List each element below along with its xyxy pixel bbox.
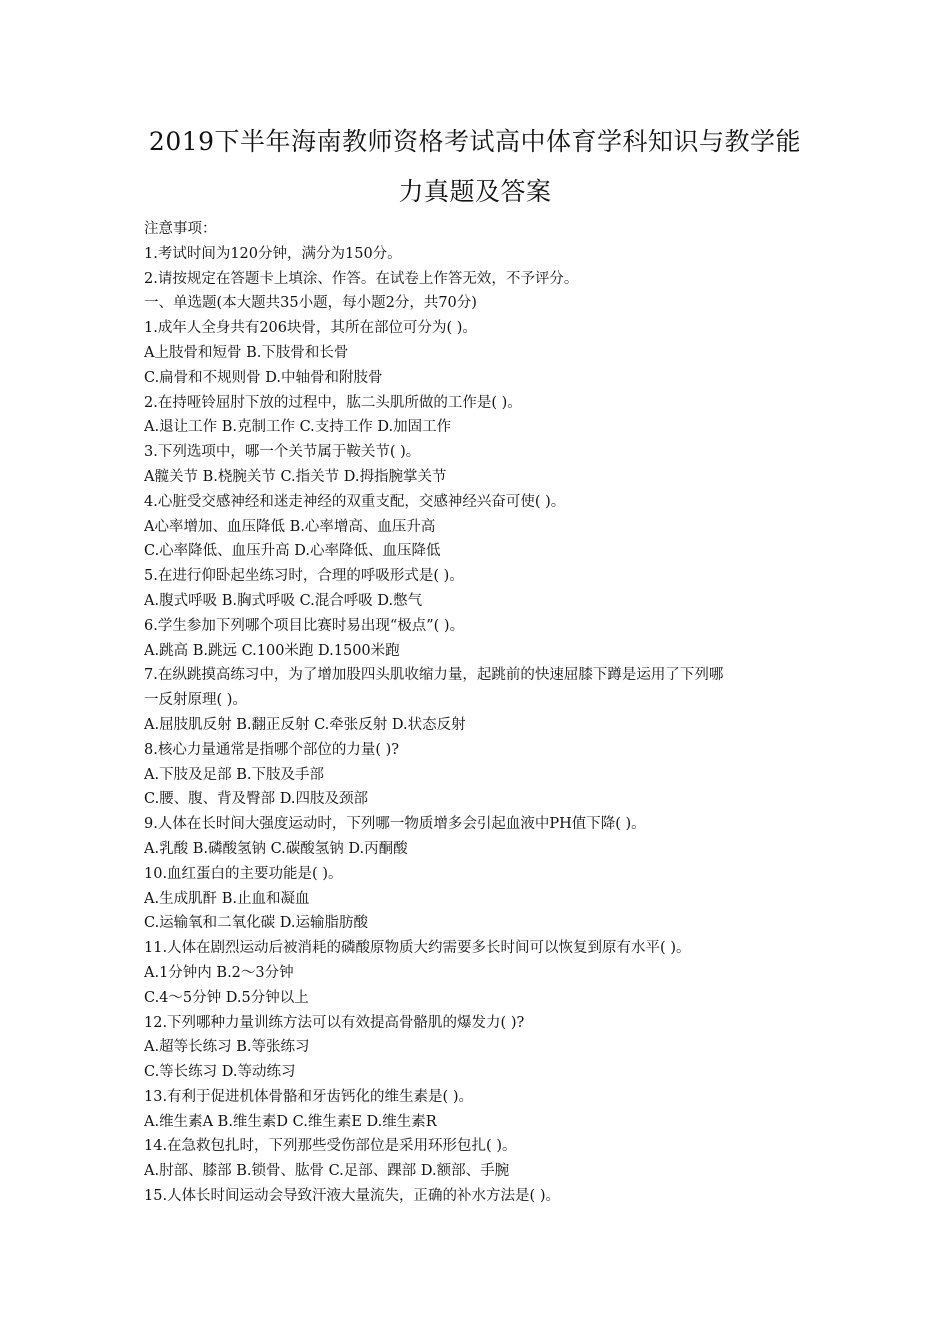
text-line: A上肢骨和短骨 B.下肢骨和长骨 [144, 344, 349, 361]
text-line: 13.有利于促进机体骨骼和牙齿钙化的维生素是( )。 [144, 1088, 473, 1105]
text-line: 4.心脏受交感神经和迷走神经的双重支配，交感神经兴奋可使( )。 [144, 493, 566, 510]
text-line: 7.在纵跳摸高练习中，为了增加股四头肌收缩力量，起跳前的快速屈膝下蹲是运用了下列哪 [144, 667, 724, 684]
text-line: 8.核心力量通常是指哪个部位的力量( )? [144, 741, 400, 758]
text-line: A心率增加、血压降低 B.心率增高、血压升高 [144, 518, 436, 535]
text-line: 11.人体在剧烈运动后被消耗的磷酸原物质大约需要多长时间可以恢复到原有水平( )。 [144, 940, 691, 957]
text-line: C.等长练习 D.等动练习 [144, 1064, 296, 1081]
text-line: A.跳高 B.跳远 C.100米跑 D.1500米跑 [144, 642, 400, 659]
text-line: 9.人体在长时间大强度运动时，下列哪一物质增多会引起血液中PH值下降( )。 [144, 816, 646, 833]
document-title-line-1: 2019下半年海南教师资格考试高中体育学科知识与教学能 [148, 127, 802, 156]
text-line: C.心率降低、血压升高 D.心率降低、血压降低 [144, 543, 441, 560]
text-line: C.扁骨和不规则骨 D.中轴骨和附肢骨 [144, 369, 383, 386]
document-body [144, 217, 816, 1209]
text-line: C.4～5分钟 D.5分钟以上 [144, 989, 309, 1006]
text-line: A.下肢及足部 B.下肢及手部 [144, 766, 324, 783]
text-line: 2.请按规定在答题卡上填涂、作答。在试卷上作答无效，不予评分。 [144, 270, 579, 287]
text-line: A.退让工作 B.克制工作 C.支持工作 D.加固工作 [144, 419, 452, 436]
text-line: 15.人体长时间运动会导致汗液大量流失，正确的补水方法是( )。 [144, 1188, 560, 1205]
text-line: A.1分钟内 B.2～3分钟 [144, 964, 294, 981]
text-line: 一反射原理( )。 [144, 692, 247, 709]
text-line: A髋关节 B.桡腕关节 C.指关节 D.拇指腕掌关节 [144, 468, 447, 485]
text-line: A.乳酸 B.磷酸氢钠 C.碳酸氢钠 D.丙酮酸 [144, 840, 408, 857]
text-line: 1.成年人全身共有206块骨，其所在部位可分为( )。 [144, 320, 477, 337]
text-line: A.生成肌酐 B.止血和凝血 [144, 890, 310, 907]
text-line: 2.在持哑铃屈肘下放的过程中，肱二头肌所做的工作是( )。 [144, 394, 522, 411]
text-line: 注意事项： [144, 221, 217, 237]
text-line: 14.在急救包扎时，下列那些受伤部位是采用环形包扎( )。 [144, 1138, 517, 1155]
text-line: A.超等长练习 B.等张练习 [144, 1039, 310, 1056]
text-line: 1.考试时间为120分钟，满分为150分。 [144, 245, 402, 262]
text-line: A.腹式呼吸 B.胸式呼吸 C.混合呼吸 D.憋气 [144, 592, 423, 609]
text-line: 12.下列哪种力量训练方法可以有效提高骨骼肌的爆发力( )? [144, 1014, 525, 1031]
text-line: 5.在进行仰卧起坐练习时，合理的呼吸形式是( )。 [144, 568, 464, 585]
text-line: A.屈肢肌反射 B.翻正反射 C.牵张反射 D.状态反射 [144, 716, 466, 733]
document-title-line-2: 力真题及答案 [398, 177, 552, 206]
text-line: C.腰、腹、背及臀部 D.四肢及颈部 [144, 791, 369, 808]
text-line: 3.下列选项中，哪一个关节属于鞍关节( )。 [144, 444, 421, 461]
text-line: 6.学生参加下列哪个项目比赛时易出现“极点”( )。 [144, 617, 465, 634]
text-line: 一、单选题(本大题共35小题，每小题2分，共70分) [144, 295, 477, 312]
text-line: C.运输氧和二氧化碳 D.运输脂肪酸 [144, 915, 369, 932]
text-line: A.肘部、膝部 B.锁骨、肱骨 C.足部、踝部 D.额部、手腕 [144, 1163, 510, 1180]
text-line: A.维生素A B.维生素D C.维生素E D.维生素R [144, 1113, 437, 1130]
text-line: 10.血红蛋白的主要功能是( )。 [144, 865, 343, 882]
